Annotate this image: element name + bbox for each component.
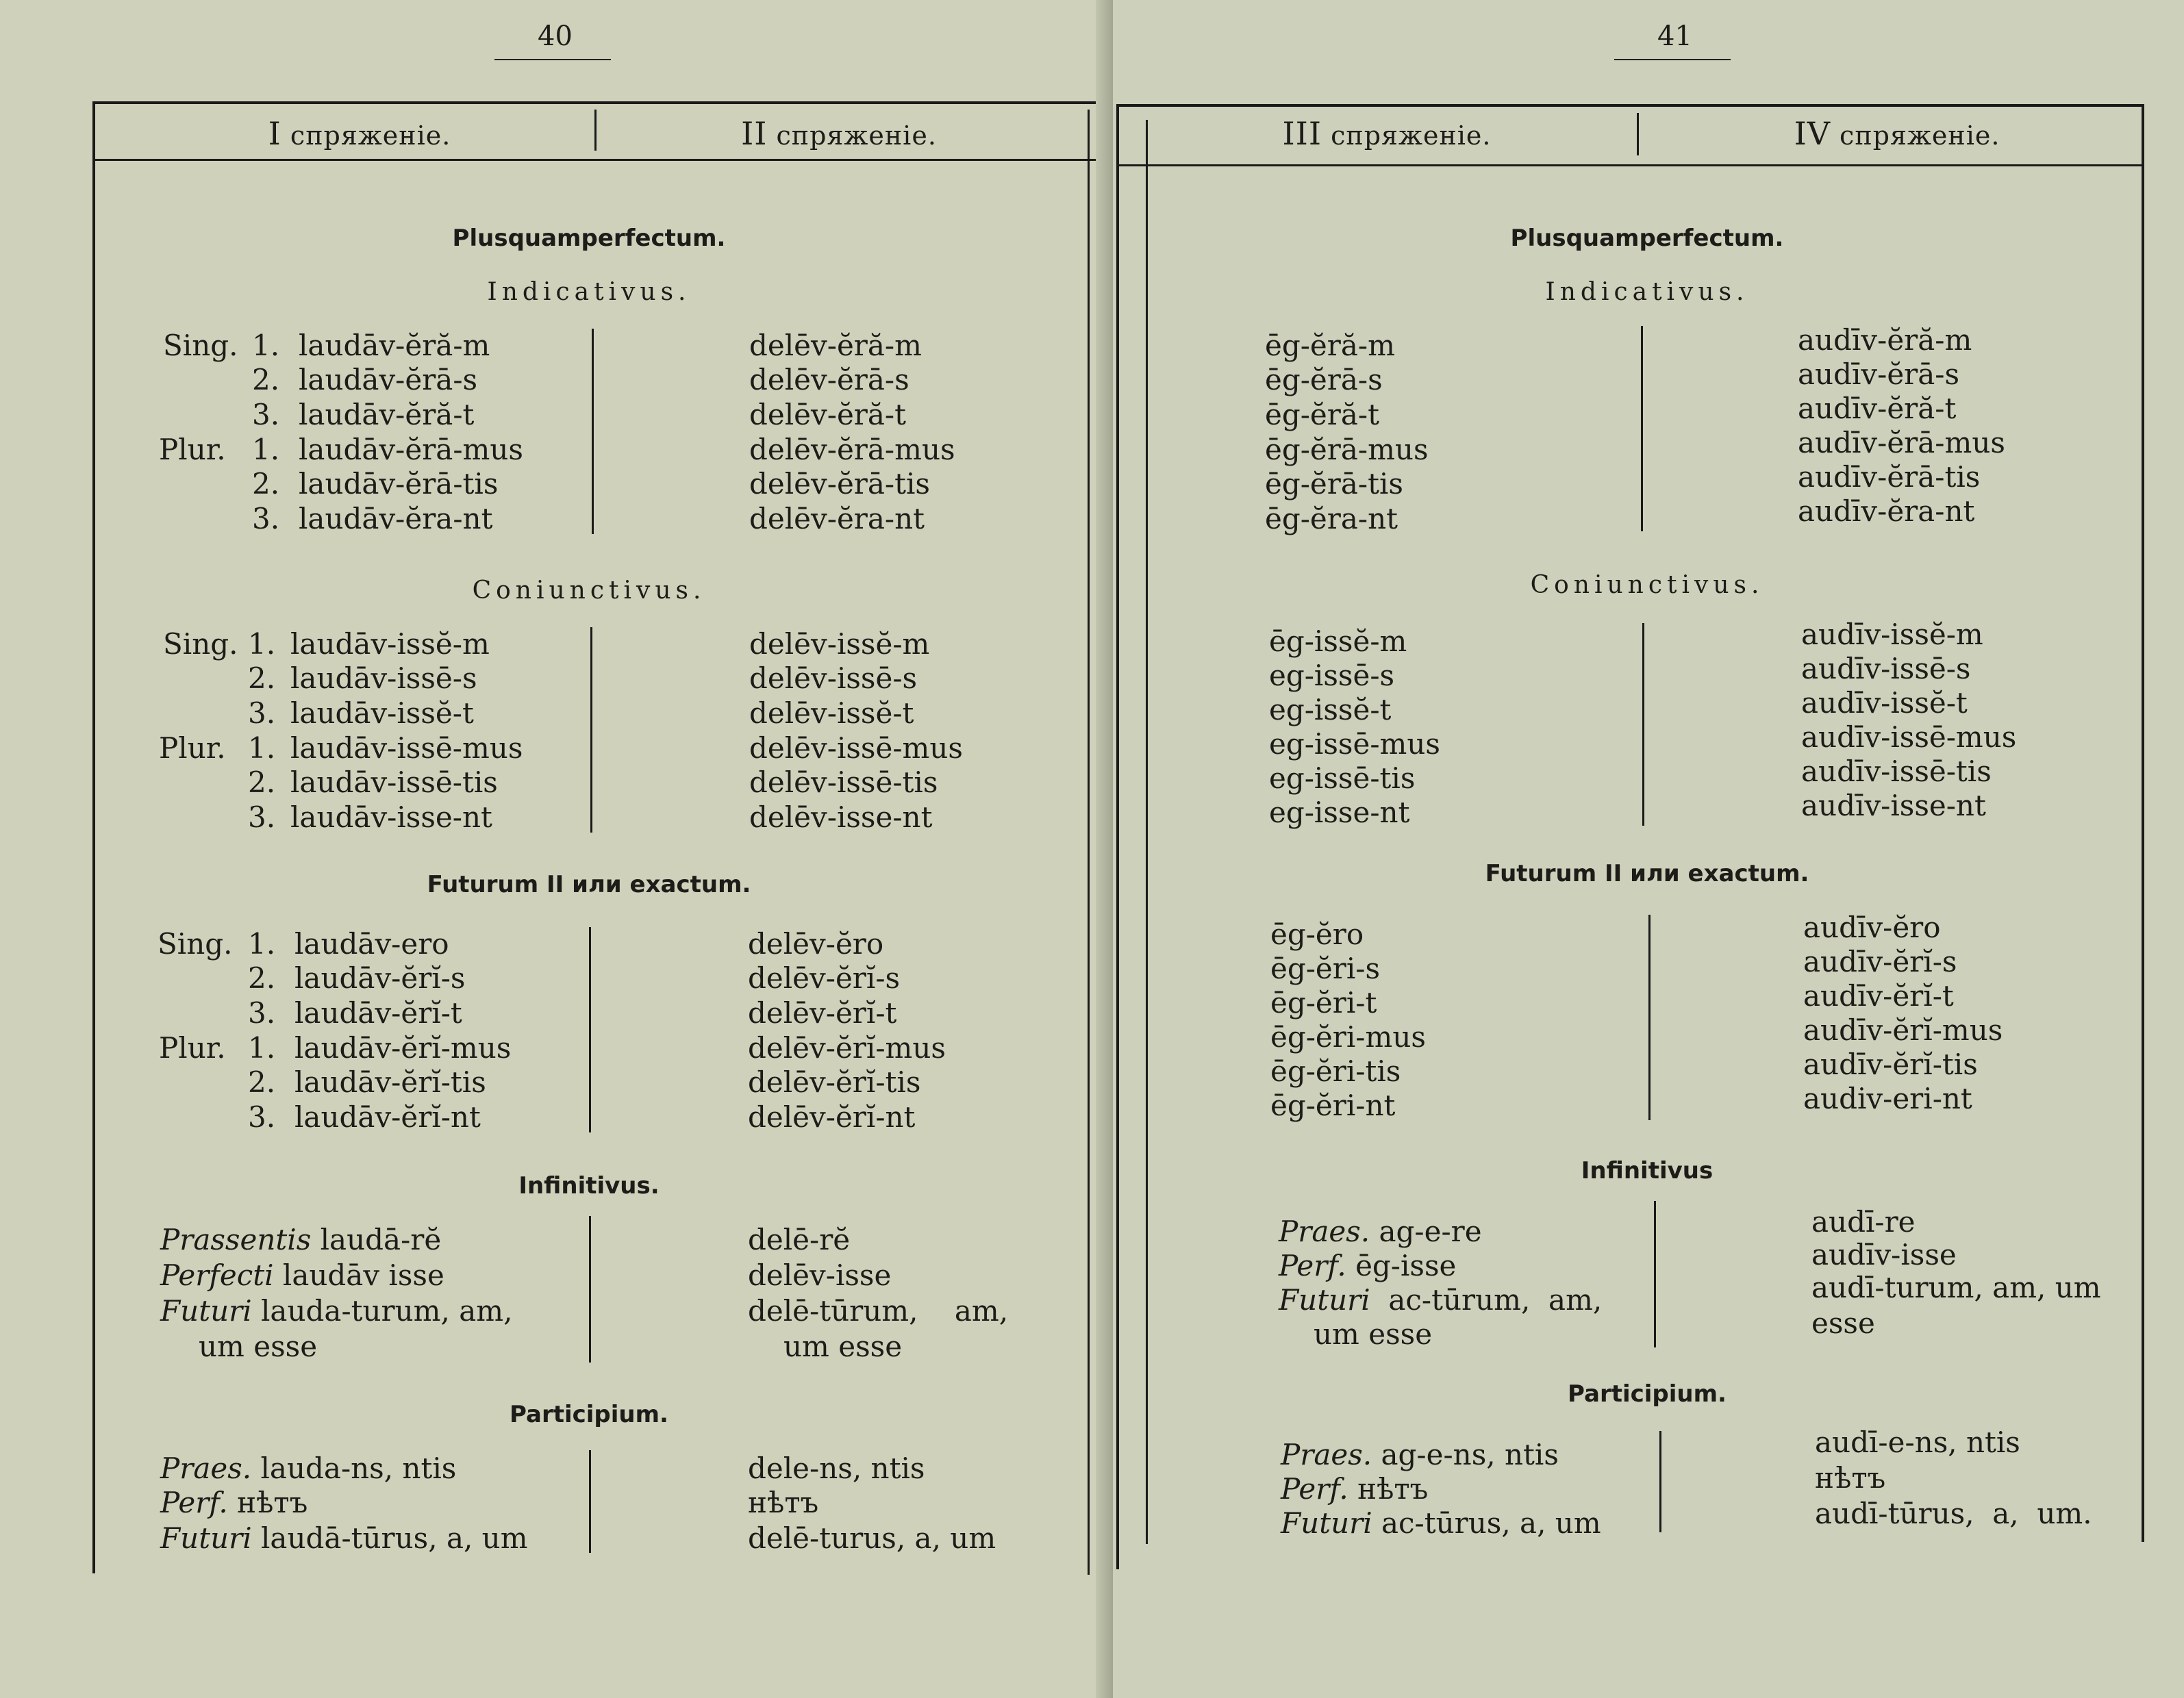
verb-form: delēv-ĕră-m bbox=[749, 329, 922, 362]
plur-label: Plur. bbox=[159, 731, 226, 765]
verb-form: laudāv-ĕrā-s bbox=[299, 363, 478, 396]
person-number: 2. bbox=[248, 961, 276, 995]
verb-form: ēg-ĕri-mus bbox=[1270, 1020, 1426, 1054]
verb-form: audīv-ĕrā-mus bbox=[1798, 426, 2005, 459]
person-number: 1. bbox=[248, 731, 276, 765]
subsection-title-indicativus: Indicativus. bbox=[487, 278, 691, 306]
infinitive-row: Praes. ag-e-re bbox=[1279, 1215, 1482, 1248]
table-inner-left-rule bbox=[1146, 120, 1148, 1544]
verb-form: audīv-ĕră-t bbox=[1798, 392, 1957, 425]
section-title-plusquamperfectum: Plusquamperfectum. bbox=[452, 225, 726, 252]
verb-form: laudāv-ĕra-nt bbox=[299, 502, 493, 535]
verb-form: audiv-eri-nt bbox=[1803, 1082, 1972, 1115]
verb-form: eg-issē-mus bbox=[1269, 727, 1440, 761]
subsection-title-coniunctivus: Coniunctivus. bbox=[472, 576, 706, 605]
verb-form: ēg-ĕro bbox=[1270, 917, 1364, 951]
section-title-participium: Participium. bbox=[510, 1401, 668, 1428]
person-number: 1. bbox=[252, 329, 280, 362]
verb-form: delēv-ĕrĭ-t bbox=[748, 996, 897, 1030]
column-header-conj-2: II спряженіе. bbox=[741, 115, 937, 152]
table-left-rule bbox=[92, 101, 95, 1573]
verb-form: eg-issĕ-t bbox=[1269, 693, 1392, 726]
verb-form: delēv-ĕrĭ-tis bbox=[748, 1065, 921, 1099]
verb-form: laudāv-issĕ-t bbox=[290, 696, 474, 730]
verb-form: audīv-ĕrā-s bbox=[1798, 357, 1960, 391]
table-left-rule bbox=[1116, 104, 1119, 1569]
verb-form: laudāv-ero bbox=[294, 927, 449, 961]
verb-form: ēg-issĕ-m bbox=[1269, 624, 1407, 658]
verb-form: delēv-issĕ-m bbox=[749, 627, 930, 661]
subsection-title-indicativus: Indicativus. bbox=[1545, 278, 1749, 306]
verb-form: delēv-ĕro bbox=[748, 927, 884, 961]
section-title-futurum: Futurum II или exactum. bbox=[427, 871, 751, 898]
page-number: 41 bbox=[1657, 21, 1692, 52]
infinitive-row: um esse bbox=[1314, 1317, 1433, 1351]
subsection-title-coniunctivus: Coniunctivus. bbox=[1530, 571, 1764, 599]
verb-form: delēv-ĕrĭ-s bbox=[748, 961, 901, 995]
person-number: 2. bbox=[248, 765, 276, 799]
verb-form: ēg-ĕri-tis bbox=[1270, 1054, 1401, 1088]
verb-form: audīv-ĕra-nt bbox=[1798, 494, 1975, 528]
sing-label: Sing. bbox=[158, 927, 233, 961]
verb-form: delēv-ĕrĭ-nt bbox=[748, 1100, 916, 1134]
right-page bbox=[1113, 0, 2184, 1698]
verb-form: laudāv-ĕrĭ-s bbox=[294, 961, 466, 995]
column-header-conj-1: I спряженіе. bbox=[268, 115, 451, 152]
person-number: 3. bbox=[248, 696, 276, 730]
verb-form: delē-rĕ bbox=[748, 1223, 851, 1256]
verb-form: audīv-issē-s bbox=[1801, 652, 1971, 685]
page-number-rule bbox=[494, 59, 611, 60]
verb-form: laudāv-ĕrĭ-tis bbox=[294, 1065, 486, 1099]
column-divider bbox=[589, 927, 591, 1132]
verb-form: delē-turus, a, um bbox=[748, 1521, 996, 1555]
verb-form: delēv-issē-mus bbox=[749, 731, 963, 765]
person-number: 2. bbox=[248, 1065, 276, 1099]
verb-form: delēv-issē-s bbox=[749, 661, 918, 695]
verb-form: ēg-ĕra-nt bbox=[1265, 502, 1398, 535]
participle-row: Perf. нѣтъ bbox=[160, 1486, 308, 1519]
person-number: 3. bbox=[248, 800, 276, 834]
verb-form: нѣтъ bbox=[748, 1486, 819, 1519]
verb-form: audīv-issē-tis bbox=[1801, 755, 1992, 788]
table-top-rule bbox=[1116, 104, 2144, 107]
verb-form: laudāv-issĕ-m bbox=[290, 627, 490, 661]
sing-label: Sing. bbox=[163, 329, 238, 362]
verb-form: audīv-issĕ-t bbox=[1801, 686, 1968, 720]
participle-row: Perf. нѣтъ bbox=[1281, 1472, 1429, 1506]
verb-form: audīv-ĕrā-tis bbox=[1798, 460, 1981, 494]
verb-form: laudāv-ĕrĭ-t bbox=[294, 996, 462, 1030]
column-divider bbox=[590, 627, 592, 833]
verb-form: audīv-ĕrĭ-t bbox=[1803, 979, 1954, 1013]
verb-form: esse bbox=[1811, 1306, 1875, 1340]
verb-form: ēg-ĕrā-tis bbox=[1265, 467, 1403, 500]
verb-form: laudāv-issē-mus bbox=[290, 731, 523, 765]
verb-form: delē-tūrum, am, bbox=[748, 1294, 1009, 1328]
page-number-rule bbox=[1614, 59, 1731, 60]
plur-label: Plur. bbox=[159, 433, 226, 466]
section-title-plusquamperfectum: Plusquamperfectum. bbox=[1510, 225, 1784, 252]
verb-form: dele-ns, ntis bbox=[748, 1452, 925, 1485]
infinitive-row: Futuri ac-tūrum, am, bbox=[1279, 1283, 1603, 1317]
verb-form: ēg-ĕri-nt bbox=[1270, 1089, 1396, 1122]
verb-form: ēg-ĕri-s bbox=[1270, 952, 1381, 985]
page-number: 40 bbox=[538, 21, 573, 52]
verb-form: audīv-ĕro bbox=[1803, 911, 1941, 944]
verb-form: audīv-ĕrĭ-s bbox=[1803, 945, 1957, 978]
verb-form: audīv-ĕrĭ-tis bbox=[1803, 1048, 1978, 1081]
verb-form: delēv-ĕrĭ-mus bbox=[748, 1031, 946, 1065]
infinitive-row: Futuri lauda-turum, am, bbox=[160, 1294, 513, 1328]
verb-form: delēv-ĕrā-s bbox=[749, 363, 909, 396]
person-number: 1. bbox=[248, 1031, 276, 1065]
table-top-rule bbox=[92, 101, 1106, 104]
verb-form: laudāv-ĕră-t bbox=[299, 398, 475, 431]
verb-form: laudāv-ĕră-m bbox=[299, 329, 490, 362]
section-title-infinitivus: Infinitivus. bbox=[518, 1172, 660, 1200]
person-number: 2. bbox=[252, 467, 280, 500]
verb-form: audīv-isse bbox=[1811, 1238, 1957, 1271]
verb-form: audīv-issē-mus bbox=[1801, 720, 2017, 754]
column-divider bbox=[589, 1216, 591, 1363]
participle-row: Futuri laudā-tūrus, a, um bbox=[160, 1521, 528, 1555]
column-divider bbox=[1642, 623, 1644, 826]
plur-label: Plur. bbox=[159, 1031, 226, 1065]
participle-row: Futuri ac-tūrus, a, um bbox=[1281, 1506, 1601, 1540]
verb-form: delēv-ĕra-nt bbox=[749, 502, 925, 535]
verb-form: laudāv-ĕrā-mus bbox=[299, 433, 523, 466]
person-number: 2. bbox=[248, 661, 276, 695]
verb-form: eg-issē-tis bbox=[1269, 761, 1416, 795]
header-bottom-rule bbox=[92, 159, 1106, 161]
column-divider bbox=[1654, 1201, 1656, 1347]
column-divider bbox=[589, 1450, 591, 1553]
section-title-futurum: Futurum II или exactum. bbox=[1485, 860, 1809, 887]
verb-form: delēv-issē-tis bbox=[749, 765, 938, 799]
header-divider bbox=[594, 110, 597, 151]
column-divider bbox=[592, 329, 594, 534]
verb-form: laudāv-issē-s bbox=[290, 661, 477, 695]
verb-form: ēg-ĕră-t bbox=[1265, 398, 1379, 431]
infinitive-row: Prassentis laudā-rĕ bbox=[160, 1223, 442, 1256]
column-divider bbox=[1648, 915, 1650, 1120]
table-right-rule bbox=[2142, 104, 2144, 1542]
person-number: 3. bbox=[252, 398, 280, 431]
infinitive-row: Perfecti laudāv isse bbox=[160, 1258, 444, 1292]
verb-form: laudāv-ĕrĭ-mus bbox=[294, 1031, 512, 1065]
column-header-conj-3: III спряженіе. bbox=[1282, 115, 1492, 152]
header-divider bbox=[1637, 113, 1639, 155]
verb-form: audī-e-ns, ntis bbox=[1815, 1425, 2020, 1459]
sing-label: Sing. bbox=[163, 627, 238, 661]
verb-form: audī-turum, am, um bbox=[1811, 1271, 2101, 1304]
verb-form: ēg-ĕrā-s bbox=[1265, 363, 1383, 396]
verb-form: delēv-ĕrā-mus bbox=[749, 433, 955, 466]
verb-form: um esse bbox=[783, 1330, 903, 1363]
column-header-conj-4: IV спряженіе. bbox=[1794, 115, 2000, 152]
verb-form: audīv-isse-nt bbox=[1801, 789, 1986, 822]
verb-form: laudāv-issē-tis bbox=[290, 765, 498, 799]
verb-form: laudāv-ĕrā-tis bbox=[299, 467, 499, 500]
verb-form: delēv-ĕrā-tis bbox=[749, 467, 930, 500]
person-number: 2. bbox=[252, 363, 280, 396]
person-number: 1. bbox=[248, 627, 276, 661]
person-number: 1. bbox=[252, 433, 280, 466]
infinitive-row: um esse bbox=[199, 1330, 318, 1363]
verb-form: eg-isse-nt bbox=[1269, 796, 1410, 829]
verb-form: laudāv-ĕrĭ-nt bbox=[294, 1100, 481, 1134]
column-divider bbox=[1641, 326, 1643, 531]
participle-row: Praes. ag-e-ns, ntis bbox=[1281, 1438, 1559, 1471]
header-bottom-rule bbox=[1116, 164, 2144, 166]
table-right-rule bbox=[1088, 110, 1090, 1575]
verb-form: eg-issē-s bbox=[1269, 659, 1395, 692]
person-number: 3. bbox=[252, 502, 280, 535]
participle-row: Praes. lauda-ns, ntis bbox=[160, 1452, 457, 1485]
verb-form: ēg-ĕră-m bbox=[1265, 329, 1395, 362]
person-number: 3. bbox=[248, 1100, 276, 1134]
column-divider bbox=[1659, 1431, 1661, 1532]
verb-form: delēv-isse-nt bbox=[749, 800, 933, 834]
verb-form: delēv-issĕ-t bbox=[749, 696, 914, 730]
verb-form: audīv-ĕră-m bbox=[1798, 323, 1972, 357]
verb-form: нѣтъ bbox=[1815, 1461, 1886, 1495]
verb-form: ēg-ĕrā-mus bbox=[1265, 433, 1429, 466]
verb-form: laudāv-isse-nt bbox=[290, 800, 492, 834]
verb-form: delēv-isse bbox=[748, 1258, 892, 1292]
section-title-infinitivus: Infinitivus bbox=[1581, 1157, 1714, 1184]
verb-form: audīv-ĕrĭ-mus bbox=[1803, 1013, 2003, 1047]
verb-form: ēg-ĕri-t bbox=[1270, 986, 1377, 1019]
verb-form: audī-re bbox=[1811, 1205, 1916, 1239]
section-title-participium: Participium. bbox=[1568, 1380, 1727, 1408]
person-number: 3. bbox=[248, 996, 276, 1030]
verb-form: delēv-ĕră-t bbox=[749, 398, 906, 431]
verb-form: audīv-issĕ-m bbox=[1801, 618, 1983, 651]
verb-form: audī-tūrus, a, um. bbox=[1815, 1497, 2092, 1530]
person-number: 1. bbox=[248, 927, 276, 961]
infinitive-row: Perf. ēg-isse bbox=[1279, 1249, 1457, 1282]
